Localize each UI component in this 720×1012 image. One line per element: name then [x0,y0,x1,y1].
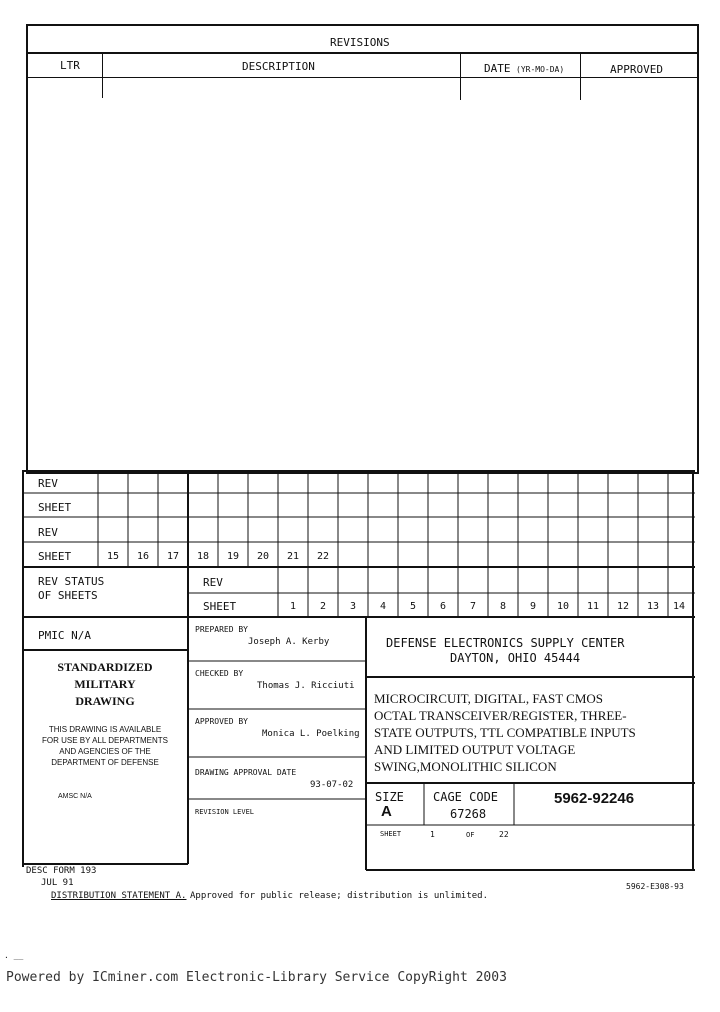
form-line2: JUL 91 [41,878,74,888]
upper-sheet-15: 15 [106,551,120,562]
cage-code-value: 67268 [450,807,487,821]
upper-sheet-22: 22 [316,551,330,562]
scan-mark: . __ [4,951,24,960]
rev-status-label-line2: OF SHEETS [38,589,98,602]
column-header-date: DATE [484,62,511,75]
standardized-line1: STANDARDIZED [57,660,153,674]
standardized-line3: DRAWING [75,694,135,708]
availability-line1: THIS DRAWING IS AVAILABLE [48,725,162,734]
lower-sheet-12: 12 [616,601,630,612]
amsc-label: AMSC N/A [58,793,92,800]
revision-level-label: REVISION LEVEL [195,808,255,816]
revisions-block [26,24,699,474]
standardized-line2: MILITARY [74,677,136,691]
lower-sheet-11: 11 [586,601,600,612]
upper-rev-label-1: REV [38,477,58,490]
availability-line4: DEPARTMENT OF DEFENSE [51,758,159,767]
approved-by-label: APPROVED BY [195,717,248,726]
lower-sheet-10: 10 [556,601,570,612]
lower-sheet-3: 3 [349,601,357,612]
column-header-description: DESCRIPTION [242,60,315,73]
upper-sheet-20: 20 [256,551,270,562]
upper-sheet-18: 18 [196,551,210,562]
revisions-title: REVISIONS [330,36,390,49]
revisions-header-divider [26,77,697,78]
lower-sheet-8: 8 [499,601,507,612]
availability-line2: FOR USE BY ALL DEPARTMENTS [42,736,168,745]
lower-sheet-14: 14 [672,601,686,612]
prepared-by-label: PREPARED BY [195,625,248,634]
lower-sheet-5: 5 [409,601,417,612]
powered-by-footer: Powered by ICminer.com Electronic-Library Service CopyRight 2003 [6,970,507,985]
sheet-value: 1 [430,830,435,839]
drawing-approval-date-label: DRAWING APPROVAL DATE [195,768,297,777]
title-line2: OCTAL TRANSCEIVER/REGISTER, THREE- [374,708,627,723]
lower-sheet-label: SHEET [203,600,237,613]
upper-sheet-17: 17 [166,551,180,562]
agency-line2: DAYTON, OHIO 45444 [450,651,581,665]
revisions-col-divider-desc [460,52,461,100]
cage-code-label: CAGE CODE [433,790,499,804]
upper-rev-label-2: REV [38,526,58,539]
column-header-ltr: LTR [60,59,80,72]
column-header-date-format: (YR-MO-DA) [516,65,565,74]
revisions-col-divider-date [580,52,581,100]
checked-by-label: CHECKED BY [195,669,244,678]
distribution-statement-text: Approved for public release; distribution is unlimited. [190,891,489,901]
drawing-approval-date: 93-07-02 [310,780,354,790]
checked-by-name: Thomas J. Ricciuti [257,681,355,691]
title-line4: AND LIMITED OUTPUT VOLTAGE [374,742,576,757]
lower-sheet-7: 7 [469,601,477,612]
size-label: SIZE [375,790,404,804]
sheet-of-label: OF [466,831,475,839]
agency-line1: DEFENSE ELECTRONICS SUPPLY CENTER [386,636,625,650]
revisions-col-divider-ltr [102,52,103,98]
lower-sheet-9: 9 [529,601,537,612]
prepared-by-name: Joseph A. Kerby [248,637,330,647]
title-line3: STATE OUTPUTS, TTL COMPATIBLE INPUTS [374,725,636,740]
lower-sheet-4: 4 [379,601,387,612]
upper-sheet-label-2: SHEET [38,550,72,563]
drawing-number: 5962-92246 [554,790,635,807]
sheet-label: SHEET [380,830,402,838]
title-line5: SWING,MONOLITHIC SILICON [374,759,557,774]
distribution-statement-label: DISTRIBUTION STATEMENT A. [51,891,187,901]
lower-sheet-6: 6 [439,601,447,612]
form-code: 5962-E308-93 [626,882,684,891]
size-value: A [381,803,392,820]
rev-status-grid [22,470,695,618]
upper-sheet-16: 16 [136,551,150,562]
pmic-label: PMIC N/A [38,629,91,642]
lower-rev-label: REV [203,576,223,589]
approved-by-name: Monica L. Poelking [262,729,360,739]
title-line1: MICROCIRCUIT, DIGITAL, FAST CMOS [374,691,604,706]
availability-line3: AND AGENCIES OF THE [59,747,151,756]
total-sheets: 22 [499,830,509,839]
lower-sheet-13: 13 [646,601,660,612]
column-header-approved: APPROVED [610,63,663,76]
upper-sheet-21: 21 [286,551,300,562]
rev-status-grid-lines [22,470,695,618]
rev-status-label-line1: REV STATUS [38,575,105,588]
revisions-title-divider [26,52,697,54]
upper-sheet-label-1: SHEET [38,501,72,514]
lower-sheet-1: 1 [289,601,297,612]
form-line1: DESC FORM 193 [26,866,97,876]
upper-sheet-19: 19 [226,551,240,562]
lower-sheet-2: 2 [319,601,327,612]
